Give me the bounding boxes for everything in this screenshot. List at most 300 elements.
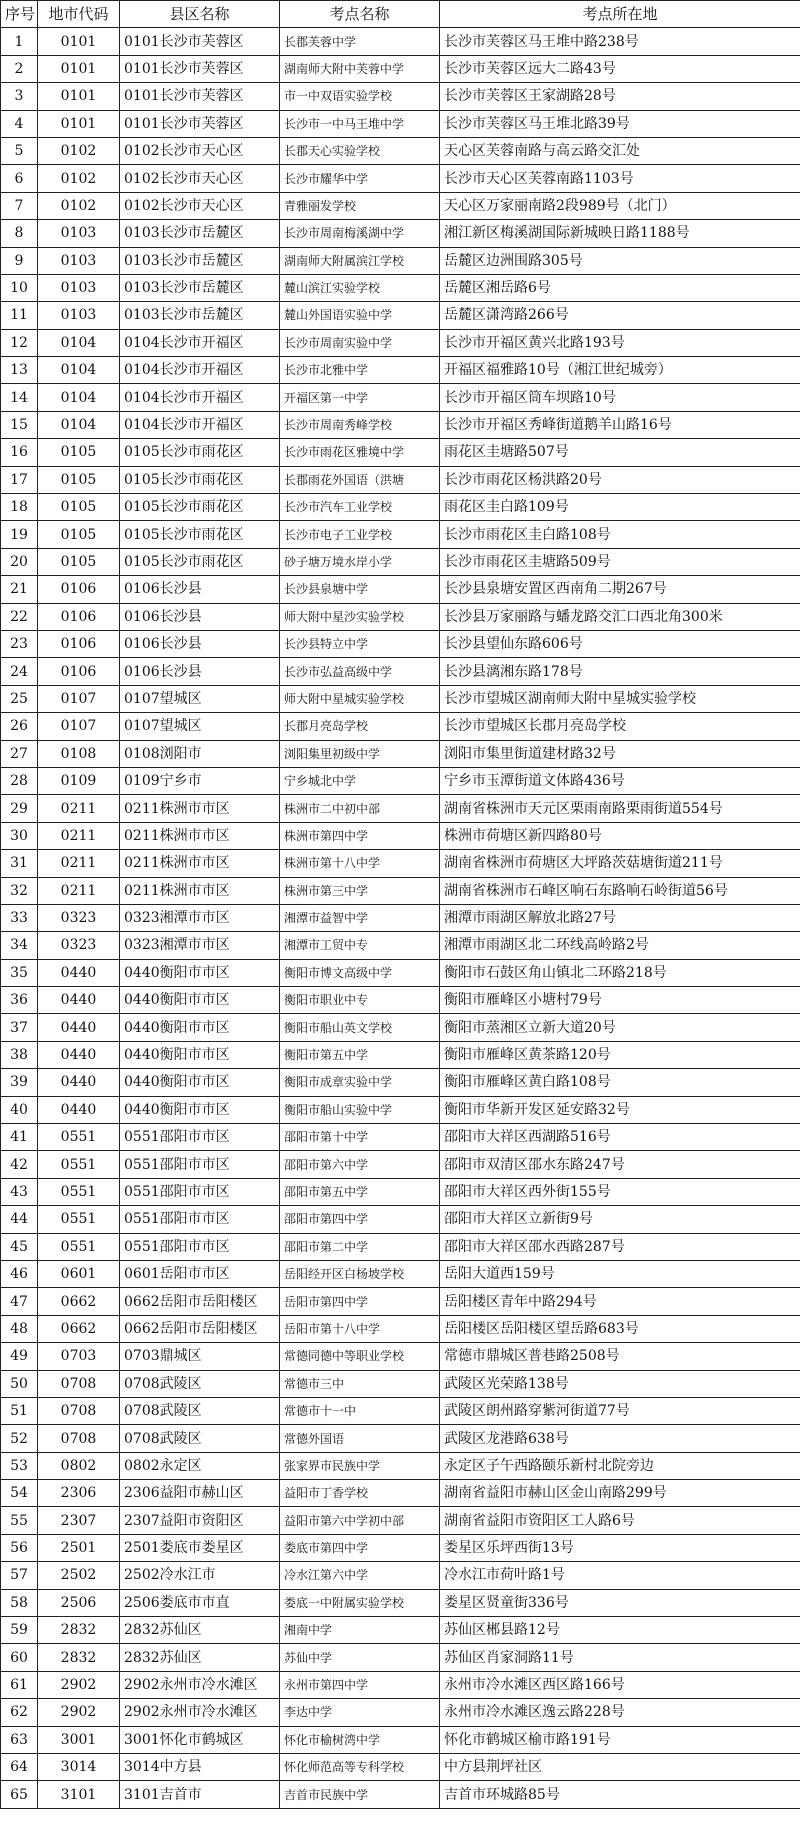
site-address: 邵阳市双清区邵水东路247号 (440, 1151, 800, 1178)
site-name: 衡阳市船山实验中学 (280, 1096, 440, 1123)
site-address: 长沙市芙蓉区马王堆北路39号 (440, 110, 800, 137)
site-name: 娄底一中附属实验学校 (280, 1589, 440, 1616)
city-code: 0708 (38, 1370, 120, 1397)
city-code: 2832 (38, 1617, 120, 1644)
district-name: 0551邵阳市市区 (120, 1206, 280, 1233)
header-index: 序号 (1, 1, 38, 28)
city-code: 0107 (38, 713, 120, 740)
site-name: 吉首市民族中学 (280, 1781, 440, 1808)
site-name: 师大附中星沙实验学校 (280, 603, 440, 630)
district-name: 0101长沙市芙蓉区 (120, 83, 280, 110)
district-name: 0662岳阳市岳阳楼区 (120, 1315, 280, 1342)
site-address: 邵阳市大祥区立新街9号 (440, 1206, 800, 1233)
city-code: 0440 (38, 1069, 120, 1096)
table-row (1, 83, 800, 110)
site-name: 长沙市电子工业学校 (280, 521, 440, 548)
site-address: 常德市鼎城区普巷路2508号 (440, 1343, 800, 1370)
district-name: 0802永定区 (120, 1452, 280, 1479)
city-code: 0703 (38, 1343, 120, 1370)
row-index: 28 (1, 767, 38, 794)
header-district: 县区名称 (120, 1, 280, 28)
row-index: 27 (1, 740, 38, 767)
site-address: 衡阳市雁峰区黄茶路120号 (440, 1041, 800, 1068)
city-code: 0106 (38, 630, 120, 657)
site-address: 岳阳楼区青年中路294号 (440, 1288, 800, 1315)
city-code: 0104 (38, 384, 120, 411)
site-name: 张家界市民族中学 (280, 1452, 440, 1479)
site-address: 邵阳市大祥区邵水西路287号 (440, 1233, 800, 1260)
site-address: 湖南省益阳市资阳区工人路6号 (440, 1507, 800, 1534)
table-row (1, 1452, 800, 1479)
site-name: 衡阳市船山英文学校 (280, 1014, 440, 1041)
row-index: 45 (1, 1233, 38, 1260)
row-index: 9 (1, 247, 38, 274)
city-code: 0105 (38, 494, 120, 521)
table-row (1, 850, 800, 877)
row-index: 13 (1, 357, 38, 384)
site-address: 雨花区圭白路109号 (440, 494, 800, 521)
site-address: 天心区万家丽南路2段989号（北门） (440, 192, 800, 219)
site-address: 湖南省株洲市荷塘区大坪路茨菇塘街道211号 (440, 850, 800, 877)
row-index: 33 (1, 904, 38, 931)
district-name: 0440衡阳市市区 (120, 987, 280, 1014)
city-code: 0101 (38, 110, 120, 137)
site-name: 岳阳市第十八中学 (280, 1315, 440, 1342)
district-name: 0551邵阳市市区 (120, 1233, 280, 1260)
district-name: 0211株洲市市区 (120, 822, 280, 849)
table-row (1, 1425, 800, 1452)
site-name: 怀化师范高等专科学校 (280, 1754, 440, 1781)
site-address: 长沙市天心区芙蓉南路1103号 (440, 165, 800, 192)
table-row (1, 904, 800, 931)
row-index: 43 (1, 1178, 38, 1205)
row-index: 18 (1, 494, 38, 521)
site-name: 长沙市一中马王堆中学 (280, 110, 440, 137)
city-code: 0103 (38, 274, 120, 301)
city-code: 0108 (38, 740, 120, 767)
city-code: 2902 (38, 1671, 120, 1698)
site-address: 娄星区贤童街336号 (440, 1589, 800, 1616)
district-name: 0105长沙市雨花区 (120, 521, 280, 548)
district-name: 2306益阳市赫山区 (120, 1480, 280, 1507)
city-code: 0104 (38, 357, 120, 384)
row-index: 29 (1, 795, 38, 822)
table-row (1, 603, 800, 630)
site-address: 长沙市望城区湖南师大附中星城实验学校 (440, 685, 800, 712)
table-row (1, 658, 800, 685)
district-name: 0551邵阳市市区 (120, 1178, 280, 1205)
site-name: 青雅丽发学校 (280, 192, 440, 219)
row-index: 23 (1, 630, 38, 657)
row-index: 21 (1, 576, 38, 603)
city-code: 0105 (38, 439, 120, 466)
row-index: 36 (1, 987, 38, 1014)
city-code: 0105 (38, 521, 120, 548)
district-name: 2902永州市冷水滩区 (120, 1699, 280, 1726)
site-name: 衡阳市博文高级中学 (280, 959, 440, 986)
table-row (1, 1069, 800, 1096)
city-code: 0323 (38, 904, 120, 931)
row-index: 19 (1, 521, 38, 548)
row-index: 35 (1, 959, 38, 986)
district-name: 0105长沙市雨花区 (120, 548, 280, 575)
city-code: 0551 (38, 1206, 120, 1233)
city-code: 0662 (38, 1288, 120, 1315)
table-row (1, 1671, 800, 1698)
district-name: 0104长沙市开福区 (120, 384, 280, 411)
row-index: 17 (1, 466, 38, 493)
table-row (1, 137, 800, 164)
table-row (1, 220, 800, 247)
row-index: 41 (1, 1124, 38, 1151)
district-name: 0106长沙县 (120, 658, 280, 685)
site-name: 宁乡城北中学 (280, 767, 440, 794)
table-row (1, 1397, 800, 1424)
district-name: 0106长沙县 (120, 630, 280, 657)
row-index: 57 (1, 1562, 38, 1589)
city-code: 0109 (38, 767, 120, 794)
site-name: 衡阳市职业中专 (280, 987, 440, 1014)
site-name: 长沙县泉塘中学 (280, 576, 440, 603)
district-name: 2502冷水江市 (120, 1562, 280, 1589)
header-site-address: 考点所在地 (440, 1, 800, 28)
header-site-name: 考点名称 (280, 1, 440, 28)
city-code: 0211 (38, 850, 120, 877)
district-name: 2832苏仙区 (120, 1617, 280, 1644)
site-name: 湖南师大附中芙蓉中学 (280, 55, 440, 82)
district-name: 0101长沙市芙蓉区 (120, 110, 280, 137)
site-name: 开福区第一中学 (280, 384, 440, 411)
city-code: 0102 (38, 137, 120, 164)
table-row (1, 822, 800, 849)
site-address: 武陵区朗州路穿紫河街道77号 (440, 1397, 800, 1424)
site-address: 长沙市雨花区杨洪路20号 (440, 466, 800, 493)
site-name: 益阳市第六中学初中部 (280, 1507, 440, 1534)
district-name: 0323湘潭市市区 (120, 932, 280, 959)
city-code: 0102 (38, 165, 120, 192)
table-row (1, 1781, 800, 1808)
city-code: 2306 (38, 1480, 120, 1507)
site-address: 长沙县泉塘安置区西南角二期267号 (440, 576, 800, 603)
site-name: 李达中学 (280, 1699, 440, 1726)
district-name: 0105长沙市雨花区 (120, 439, 280, 466)
site-address: 苏仙区肖家洞路11号 (440, 1644, 800, 1671)
district-name: 0323湘潭市市区 (120, 904, 280, 931)
city-code: 0101 (38, 28, 120, 55)
site-address: 湘潭市雨湖区北二环线高岭路2号 (440, 932, 800, 959)
site-address: 吉首市环城路85号 (440, 1781, 800, 1808)
district-name: 3014中方县 (120, 1754, 280, 1781)
site-address: 株洲市荷塘区新四路80号 (440, 822, 800, 849)
site-address: 苏仙区郴县路12号 (440, 1617, 800, 1644)
district-name: 0662岳阳市岳阳楼区 (120, 1288, 280, 1315)
city-code: 0104 (38, 329, 120, 356)
city-code: 0601 (38, 1260, 120, 1287)
row-index: 44 (1, 1206, 38, 1233)
table-row (1, 28, 800, 55)
site-name: 常德市三中 (280, 1370, 440, 1397)
site-name: 师大附中星城实验学校 (280, 685, 440, 712)
district-name: 0103长沙市岳麓区 (120, 302, 280, 329)
table-row (1, 192, 800, 219)
city-code: 0103 (38, 247, 120, 274)
district-name: 0211株洲市市区 (120, 877, 280, 904)
table-row (1, 1480, 800, 1507)
site-address: 岳阳楼区岳阳楼区望岳路683号 (440, 1315, 800, 1342)
district-name: 0708武陵区 (120, 1370, 280, 1397)
site-address: 长沙县漓湘东路178号 (440, 658, 800, 685)
city-code: 0211 (38, 877, 120, 904)
city-code: 0105 (38, 548, 120, 575)
table-row (1, 795, 800, 822)
table-row (1, 1644, 800, 1671)
site-name: 常德外国语 (280, 1425, 440, 1452)
district-name: 0703鼎城区 (120, 1343, 280, 1370)
city-code: 0105 (38, 466, 120, 493)
city-code: 0103 (38, 220, 120, 247)
site-name: 株洲市二中初中部 (280, 795, 440, 822)
site-name: 湘潭市工贸中专 (280, 932, 440, 959)
site-address: 湘潭市雨湖区解放北路27号 (440, 904, 800, 931)
row-index: 3 (1, 83, 38, 110)
district-name: 0102长沙市天心区 (120, 165, 280, 192)
table-row (1, 110, 800, 137)
site-address: 长沙市望城区长郡月亮岛学校 (440, 713, 800, 740)
district-name: 0106长沙县 (120, 576, 280, 603)
district-name: 0107望城区 (120, 685, 280, 712)
site-address: 衡阳市雁峰区小塘村79号 (440, 987, 800, 1014)
site-address: 岳麓区湘岳路6号 (440, 274, 800, 301)
district-name: 2832苏仙区 (120, 1644, 280, 1671)
city-code: 0323 (38, 932, 120, 959)
row-index: 63 (1, 1726, 38, 1753)
row-index: 50 (1, 1370, 38, 1397)
header-row (1, 1, 800, 28)
city-code: 2832 (38, 1644, 120, 1671)
site-name: 冷水江第六中学 (280, 1562, 440, 1589)
site-address: 天心区芙蓉南路与高云路交汇处 (440, 137, 800, 164)
site-address: 邵阳市大祥区西湖路516号 (440, 1124, 800, 1151)
table-row (1, 1534, 800, 1561)
site-name: 邵阳市第六中学 (280, 1151, 440, 1178)
city-code: 0708 (38, 1397, 120, 1424)
row-index: 16 (1, 439, 38, 466)
row-index: 15 (1, 411, 38, 438)
site-name: 常德市十一中 (280, 1397, 440, 1424)
district-name: 0440衡阳市市区 (120, 1096, 280, 1123)
table-row (1, 357, 800, 384)
table-row (1, 1178, 800, 1205)
city-code: 2902 (38, 1699, 120, 1726)
site-name: 浏阳集里初级中学 (280, 740, 440, 767)
table-row (1, 247, 800, 274)
city-code: 0440 (38, 1014, 120, 1041)
table-row (1, 685, 800, 712)
row-index: 24 (1, 658, 38, 685)
city-code: 0104 (38, 411, 120, 438)
table-row (1, 329, 800, 356)
district-name: 0104长沙市开福区 (120, 357, 280, 384)
district-name: 0211株洲市市区 (120, 850, 280, 877)
table-row (1, 1315, 800, 1342)
site-address: 衡阳市石鼓区角山镇北二环路218号 (440, 959, 800, 986)
site-name: 长沙市周南秀峰学校 (280, 411, 440, 438)
row-index: 10 (1, 274, 38, 301)
district-name: 0103长沙市岳麓区 (120, 247, 280, 274)
site-name: 砂子塘万境水岸小学 (280, 548, 440, 575)
site-address: 长沙市开福区黄兴北路193号 (440, 329, 800, 356)
site-address: 武陵区光荣路138号 (440, 1370, 800, 1397)
site-name: 益阳市丁香学校 (280, 1480, 440, 1507)
site-address: 邵阳市大祥区西外街155号 (440, 1178, 800, 1205)
row-index: 5 (1, 137, 38, 164)
site-address: 长沙市雨花区圭白路108号 (440, 521, 800, 548)
site-name: 长沙县特立中学 (280, 630, 440, 657)
site-address: 长沙市芙蓉区远大二路43号 (440, 55, 800, 82)
district-name: 0601岳阳市市区 (120, 1260, 280, 1287)
city-code: 0103 (38, 302, 120, 329)
district-name: 0106长沙县 (120, 603, 280, 630)
row-index: 56 (1, 1534, 38, 1561)
city-code: 3001 (38, 1726, 120, 1753)
row-index: 32 (1, 877, 38, 904)
site-address: 湘江新区梅溪湖国际新城映日路1188号 (440, 220, 800, 247)
site-name: 长郡月亮岛学校 (280, 713, 440, 740)
table-row (1, 1096, 800, 1123)
row-index: 25 (1, 685, 38, 712)
site-address: 长沙县万家丽路与蟠龙路交汇口西北角300米 (440, 603, 800, 630)
row-index: 62 (1, 1699, 38, 1726)
city-code: 0551 (38, 1178, 120, 1205)
table-row (1, 767, 800, 794)
district-name: 0105长沙市雨花区 (120, 494, 280, 521)
row-index: 52 (1, 1425, 38, 1452)
city-code: 0101 (38, 55, 120, 82)
site-name: 岳阳经开区白杨坡学校 (280, 1260, 440, 1287)
table-row (1, 1041, 800, 1068)
site-name: 长沙市弘益高级中学 (280, 658, 440, 685)
district-name: 0708武陵区 (120, 1397, 280, 1424)
site-address: 娄星区乐坪西街13号 (440, 1534, 800, 1561)
row-index: 42 (1, 1151, 38, 1178)
row-index: 60 (1, 1644, 38, 1671)
table-row (1, 494, 800, 521)
district-name: 0708武陵区 (120, 1425, 280, 1452)
city-code: 2307 (38, 1507, 120, 1534)
city-code: 0551 (38, 1151, 120, 1178)
site-name: 长沙市周南梅溪湖中学 (280, 220, 440, 247)
row-index: 51 (1, 1397, 38, 1424)
site-name: 衡阳市成章实验中学 (280, 1069, 440, 1096)
site-address: 岳麓区边洲围路305号 (440, 247, 800, 274)
site-name: 永州市第四中学 (280, 1671, 440, 1698)
site-name: 长沙市北雅中学 (280, 357, 440, 384)
site-name: 邵阳市第十中学 (280, 1124, 440, 1151)
table-row (1, 1562, 800, 1589)
site-address: 湖南省益阳市赫山区金山南路299号 (440, 1480, 800, 1507)
district-name: 2501娄底市娄星区 (120, 1534, 280, 1561)
table-row (1, 548, 800, 575)
site-address: 长沙市雨花区圭塘路509号 (440, 548, 800, 575)
site-address: 中方县荆坪社区 (440, 1754, 800, 1781)
site-address: 长沙市芙蓉区王家湖路28号 (440, 83, 800, 110)
site-name: 麓山外国语实验中学 (280, 302, 440, 329)
site-name: 长郡芙蓉中学 (280, 28, 440, 55)
table-row (1, 274, 800, 301)
row-index: 61 (1, 1671, 38, 1698)
city-code: 0440 (38, 987, 120, 1014)
row-index: 12 (1, 329, 38, 356)
city-code: 0708 (38, 1425, 120, 1452)
row-index: 30 (1, 822, 38, 849)
table-row (1, 55, 800, 82)
table-row (1, 384, 800, 411)
table-row (1, 1589, 800, 1616)
header-city-code: 地市代码 (38, 1, 120, 28)
row-index: 22 (1, 603, 38, 630)
site-name: 邵阳市第四中学 (280, 1206, 440, 1233)
row-index: 46 (1, 1260, 38, 1287)
row-index: 8 (1, 220, 38, 247)
site-address: 永定区子午西路颐乐新村北院旁边 (440, 1452, 800, 1479)
table-row (1, 1617, 800, 1644)
district-name: 0211株洲市市区 (120, 795, 280, 822)
site-address: 湖南省株洲市石峰区响石东路响石岭街道56号 (440, 877, 800, 904)
site-address: 永州市冷水滩区西区路166号 (440, 1671, 800, 1698)
site-name: 长沙市周南实验中学 (280, 329, 440, 356)
district-name: 0440衡阳市市区 (120, 1014, 280, 1041)
city-code: 0102 (38, 192, 120, 219)
district-name: 0551邵阳市市区 (120, 1151, 280, 1178)
city-code: 0440 (38, 959, 120, 986)
district-name: 2506娄底市市直 (120, 1589, 280, 1616)
city-code: 3101 (38, 1781, 120, 1808)
district-name: 0440衡阳市市区 (120, 1069, 280, 1096)
site-name: 苏仙中学 (280, 1644, 440, 1671)
district-name: 0102长沙市天心区 (120, 137, 280, 164)
city-code: 0551 (38, 1233, 120, 1260)
row-index: 34 (1, 932, 38, 959)
table-row (1, 959, 800, 986)
city-code: 0802 (38, 1452, 120, 1479)
row-index: 40 (1, 1096, 38, 1123)
table-row (1, 932, 800, 959)
site-name: 市一中双语实验学校 (280, 83, 440, 110)
city-code: 0107 (38, 685, 120, 712)
table-row (1, 740, 800, 767)
site-name: 株洲市第四中学 (280, 822, 440, 849)
site-address: 武陵区龙港路638号 (440, 1425, 800, 1452)
city-code: 0101 (38, 83, 120, 110)
district-name: 0101长沙市芙蓉区 (120, 55, 280, 82)
district-name: 0109宁乡市 (120, 767, 280, 794)
table-row (1, 987, 800, 1014)
table-row (1, 521, 800, 548)
site-name: 麓山滨江实验学校 (280, 274, 440, 301)
city-code: 2501 (38, 1534, 120, 1561)
district-name: 0105长沙市雨花区 (120, 466, 280, 493)
table-row (1, 1014, 800, 1041)
row-index: 53 (1, 1452, 38, 1479)
table-row (1, 439, 800, 466)
site-name: 岳阳市第四中学 (280, 1288, 440, 1315)
site-name: 长沙市耀华中学 (280, 165, 440, 192)
site-name: 株洲市第三中学 (280, 877, 440, 904)
table-row (1, 1699, 800, 1726)
site-address: 开福区福雅路10号（湘江世纪城旁） (440, 357, 800, 384)
district-name: 0107望城区 (120, 713, 280, 740)
table-row (1, 1288, 800, 1315)
